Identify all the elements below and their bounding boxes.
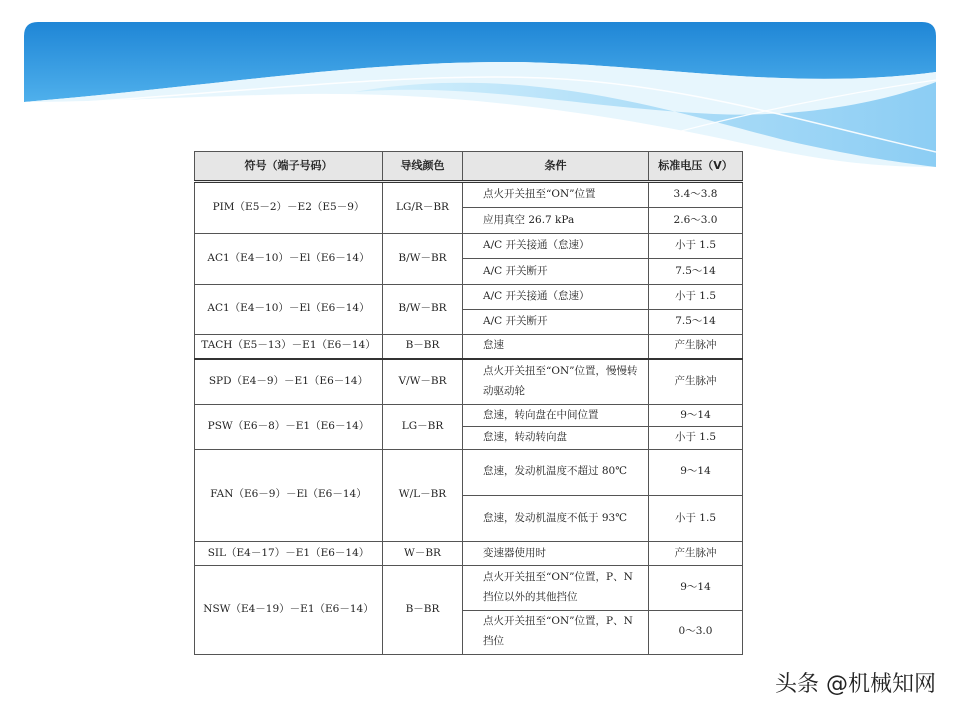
header-condition: 条件 (463, 152, 649, 182)
wire-color-cell: V/W－BR (383, 359, 463, 405)
wire-color-cell: LG/R－BR (383, 182, 463, 234)
voltage-cell: 2.6～3.0 (649, 208, 743, 234)
wire-color-cell: B/W－BR (383, 234, 463, 284)
voltage-cell: 小于 1.5 (649, 234, 743, 259)
source-watermark: 头条 @机械知网 (775, 672, 936, 697)
table-row (195, 405, 743, 427)
symbol-cell: PSW（E6－8）－E1（E6－14） (195, 405, 383, 449)
voltage-table (194, 151, 743, 655)
symbol-cell: AC1（E4－10）－El（E6－14） (195, 234, 383, 284)
condition-cell: A/C 开关接通（怠速） (463, 234, 649, 259)
condition-cell: A/C 开关断开 (463, 309, 649, 334)
voltage-cell: 小于 1.5 (649, 495, 743, 541)
table-row (195, 182, 743, 208)
condition-cell: 怠速 (463, 334, 649, 358)
table-header-row (195, 152, 743, 182)
wire-color-cell: B－BR (383, 566, 463, 655)
header-wire-color: 导线颜色 (383, 152, 463, 182)
condition-cell: 怠速，转向盘在中间位置 (463, 405, 649, 427)
condition-cell: 点火开关扭至“ON”位置，慢慢转动驱动轮 (463, 359, 649, 405)
symbol-cell: NSW（E4－19）－E1（E6－14） (195, 566, 383, 655)
condition-cell: 变速器使用时 (463, 542, 649, 566)
symbol-cell: FAN（E6－9）－El（E6－14） (195, 449, 383, 542)
table-row (195, 284, 743, 309)
condition-cell: A/C 开关断开 (463, 259, 649, 284)
table-row (195, 234, 743, 259)
voltage-table-container (194, 151, 742, 655)
table-row (195, 359, 743, 405)
table-row (195, 566, 743, 610)
table-row (195, 334, 743, 358)
table-row (195, 542, 743, 566)
header-symbol: 符号（端子号码） (195, 152, 383, 182)
symbol-cell: SPD（E4－9）－E1（E6－14） (195, 359, 383, 405)
voltage-cell: 产生脉冲 (649, 334, 743, 358)
voltage-cell: 7.5～14 (649, 259, 743, 284)
voltage-cell: 产生脉冲 (649, 542, 743, 566)
wire-color-cell: W/L－BR (383, 449, 463, 542)
voltage-cell: 9～14 (649, 449, 743, 495)
condition-cell: 怠速，发动机温度不超过 80℃ (463, 449, 649, 495)
voltage-cell: 9～14 (649, 405, 743, 427)
wave-graphic (24, 22, 936, 167)
voltage-cell: 3.4～3.8 (649, 182, 743, 208)
condition-cell: 怠速，转动转向盘 (463, 427, 649, 449)
voltage-cell: 小于 1.5 (649, 427, 743, 449)
voltage-cell: 0～3.0 (649, 610, 743, 654)
symbol-cell: AC1（E4－10）－El（E6－14） (195, 284, 383, 334)
condition-cell: 点火开关扭至“ON”位置 (463, 182, 649, 208)
condition-cell: 应用真空 26.7 kPa (463, 208, 649, 234)
wire-color-cell: B－BR (383, 334, 463, 358)
voltage-cell: 小于 1.5 (649, 284, 743, 309)
table-row (195, 449, 743, 495)
symbol-cell: PIM（E5－2）－E2（E5－9） (195, 182, 383, 234)
condition-cell: A/C 开关接通（怠速） (463, 284, 649, 309)
wire-color-cell: LG－BR (383, 405, 463, 449)
condition-cell: 点火开关扭至“ON”位置，P、N 挡位以外的其他挡位 (463, 566, 649, 610)
condition-cell: 点火开关扭至“ON”位置，P、N 挡位 (463, 610, 649, 654)
voltage-cell: 产生脉冲 (649, 359, 743, 405)
voltage-cell: 7.5～14 (649, 309, 743, 334)
symbol-cell: TACH（E5－13）－E1（E6－14） (195, 334, 383, 358)
header-standard-voltage: 标准电压（V） (649, 152, 743, 182)
wire-color-cell: W－BR (383, 542, 463, 566)
voltage-cell: 9～14 (649, 566, 743, 610)
header-banner (24, 22, 936, 167)
symbol-cell: SIL（E4－17）－E1（E6－14） (195, 542, 383, 566)
wire-color-cell: B/W－BR (383, 284, 463, 334)
condition-cell: 怠速，发动机温度不低于 93℃ (463, 495, 649, 541)
